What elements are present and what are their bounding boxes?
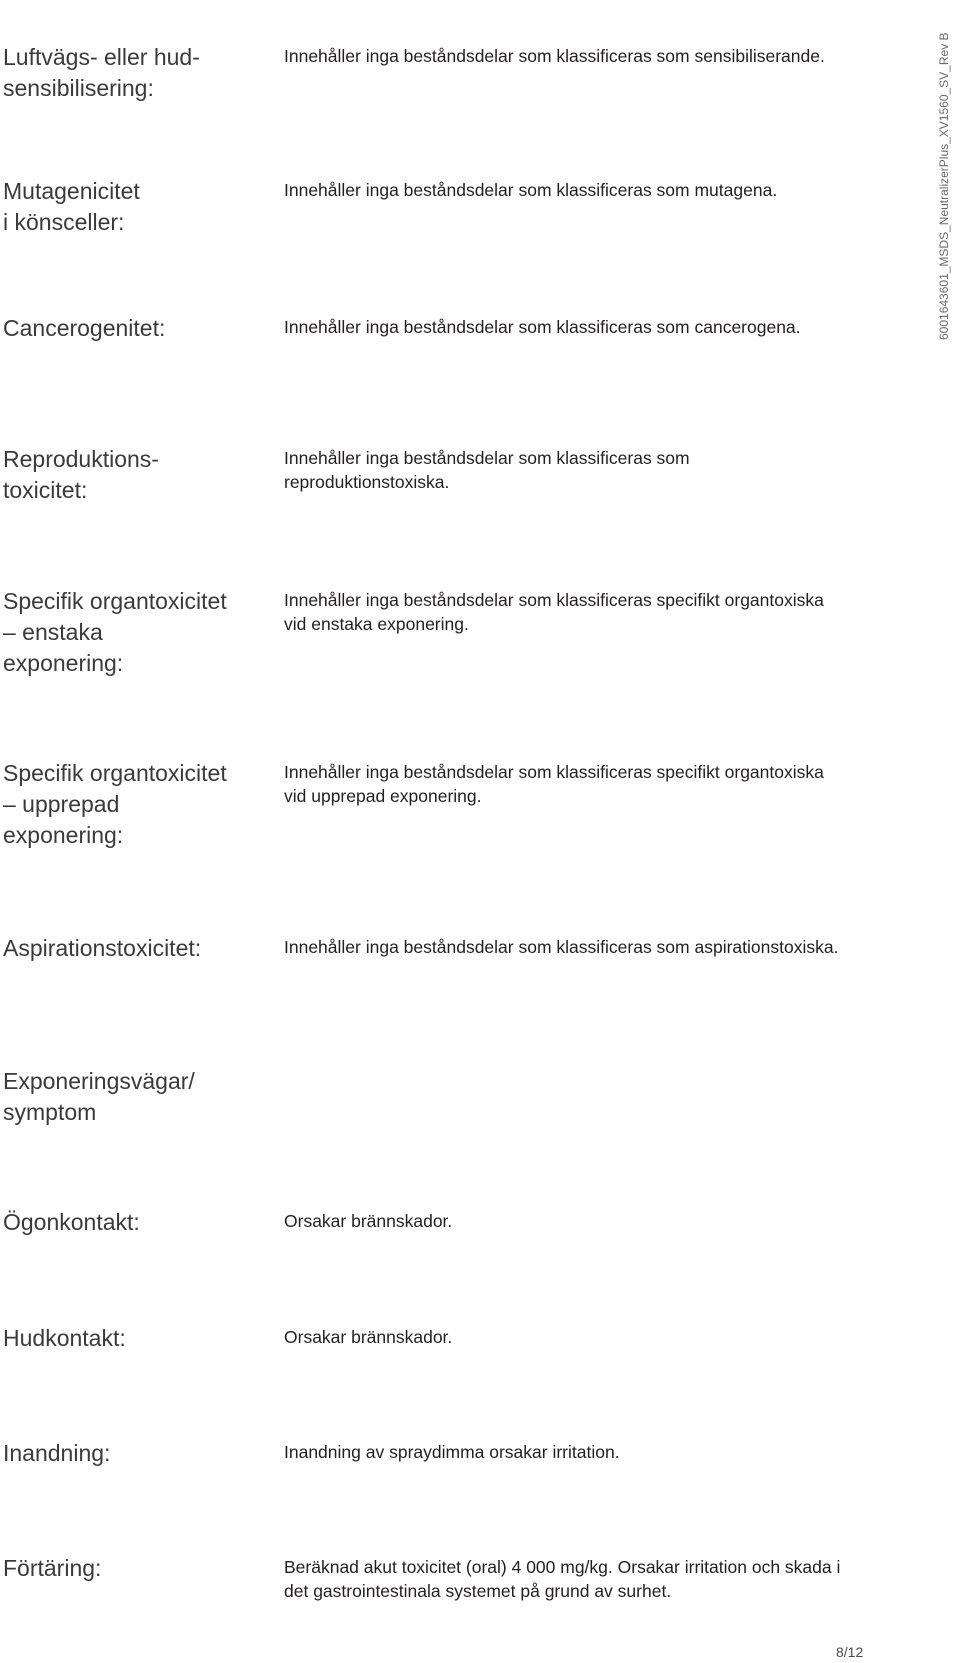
section-label: Förtäring: <box>3 1555 102 1581</box>
section-value: Innehåller inga beståndsdelar som klassificeras som mutagena. <box>284 180 778 200</box>
section-value: Innehåller inga beståndsdelar som klassificeras som sensibiliserande. <box>284 46 825 66</box>
section-label: Mutagenicitet i könsceller: <box>3 178 140 235</box>
section-label: Ögonkontakt: <box>3 1209 140 1235</box>
section-value: Innehåller inga beståndsdelar som klassificeras som cancerogena. <box>284 317 801 337</box>
section-label: Luftvägs- eller hud- sensibilisering: <box>3 44 200 101</box>
section-value: Orsakar brännskador. <box>284 1327 453 1347</box>
section-label: Inandning: <box>3 1440 111 1466</box>
section-label: Cancerogenitet: <box>3 315 166 341</box>
document-code: 6001643601_MSDS_NeutralizerPlus_XV1560_SV_Rev B <box>937 32 951 340</box>
section-label: Specifik organtoxicitet – upprepad exponering: <box>3 760 227 848</box>
section-value: Innehåller inga beståndsdelar som klassificeras som reproduktionstoxiska. <box>284 448 690 492</box>
page-number: 8/12 <box>836 1644 864 1660</box>
section-value: Innehåller inga beståndsdelar som klassificeras som aspirationstoxiska. <box>284 937 839 957</box>
section-value: Inandning av spraydimma orsakar irritation. <box>284 1442 620 1462</box>
section-value: Innehåller inga beståndsdelar som klassificeras specifikt organtoxiska vid upprepad exponering. <box>284 762 824 806</box>
section-value: Orsakar brännskador. <box>284 1211 453 1231</box>
section-label: Reproduktions- toxicitet: <box>3 446 159 503</box>
section-label: Specifik organtoxicitet – enstaka exponering: <box>3 588 227 676</box>
section-label: Aspirationstoxicitet: <box>3 935 202 961</box>
section-value: Beräknad akut toxicitet (oral) 4 000 mg/kg. Orsakar irritation och skada i det gastrointestinala systemet på grund av surhet. <box>284 1557 841 1601</box>
section-label: Hudkontakt: <box>3 1325 126 1351</box>
section-label: Exponeringsvägar/ symptom <box>3 1068 195 1125</box>
section-value: Innehåller inga beståndsdelar som klassificeras specifikt organtoxiska vid enstaka exponering. <box>284 590 824 634</box>
